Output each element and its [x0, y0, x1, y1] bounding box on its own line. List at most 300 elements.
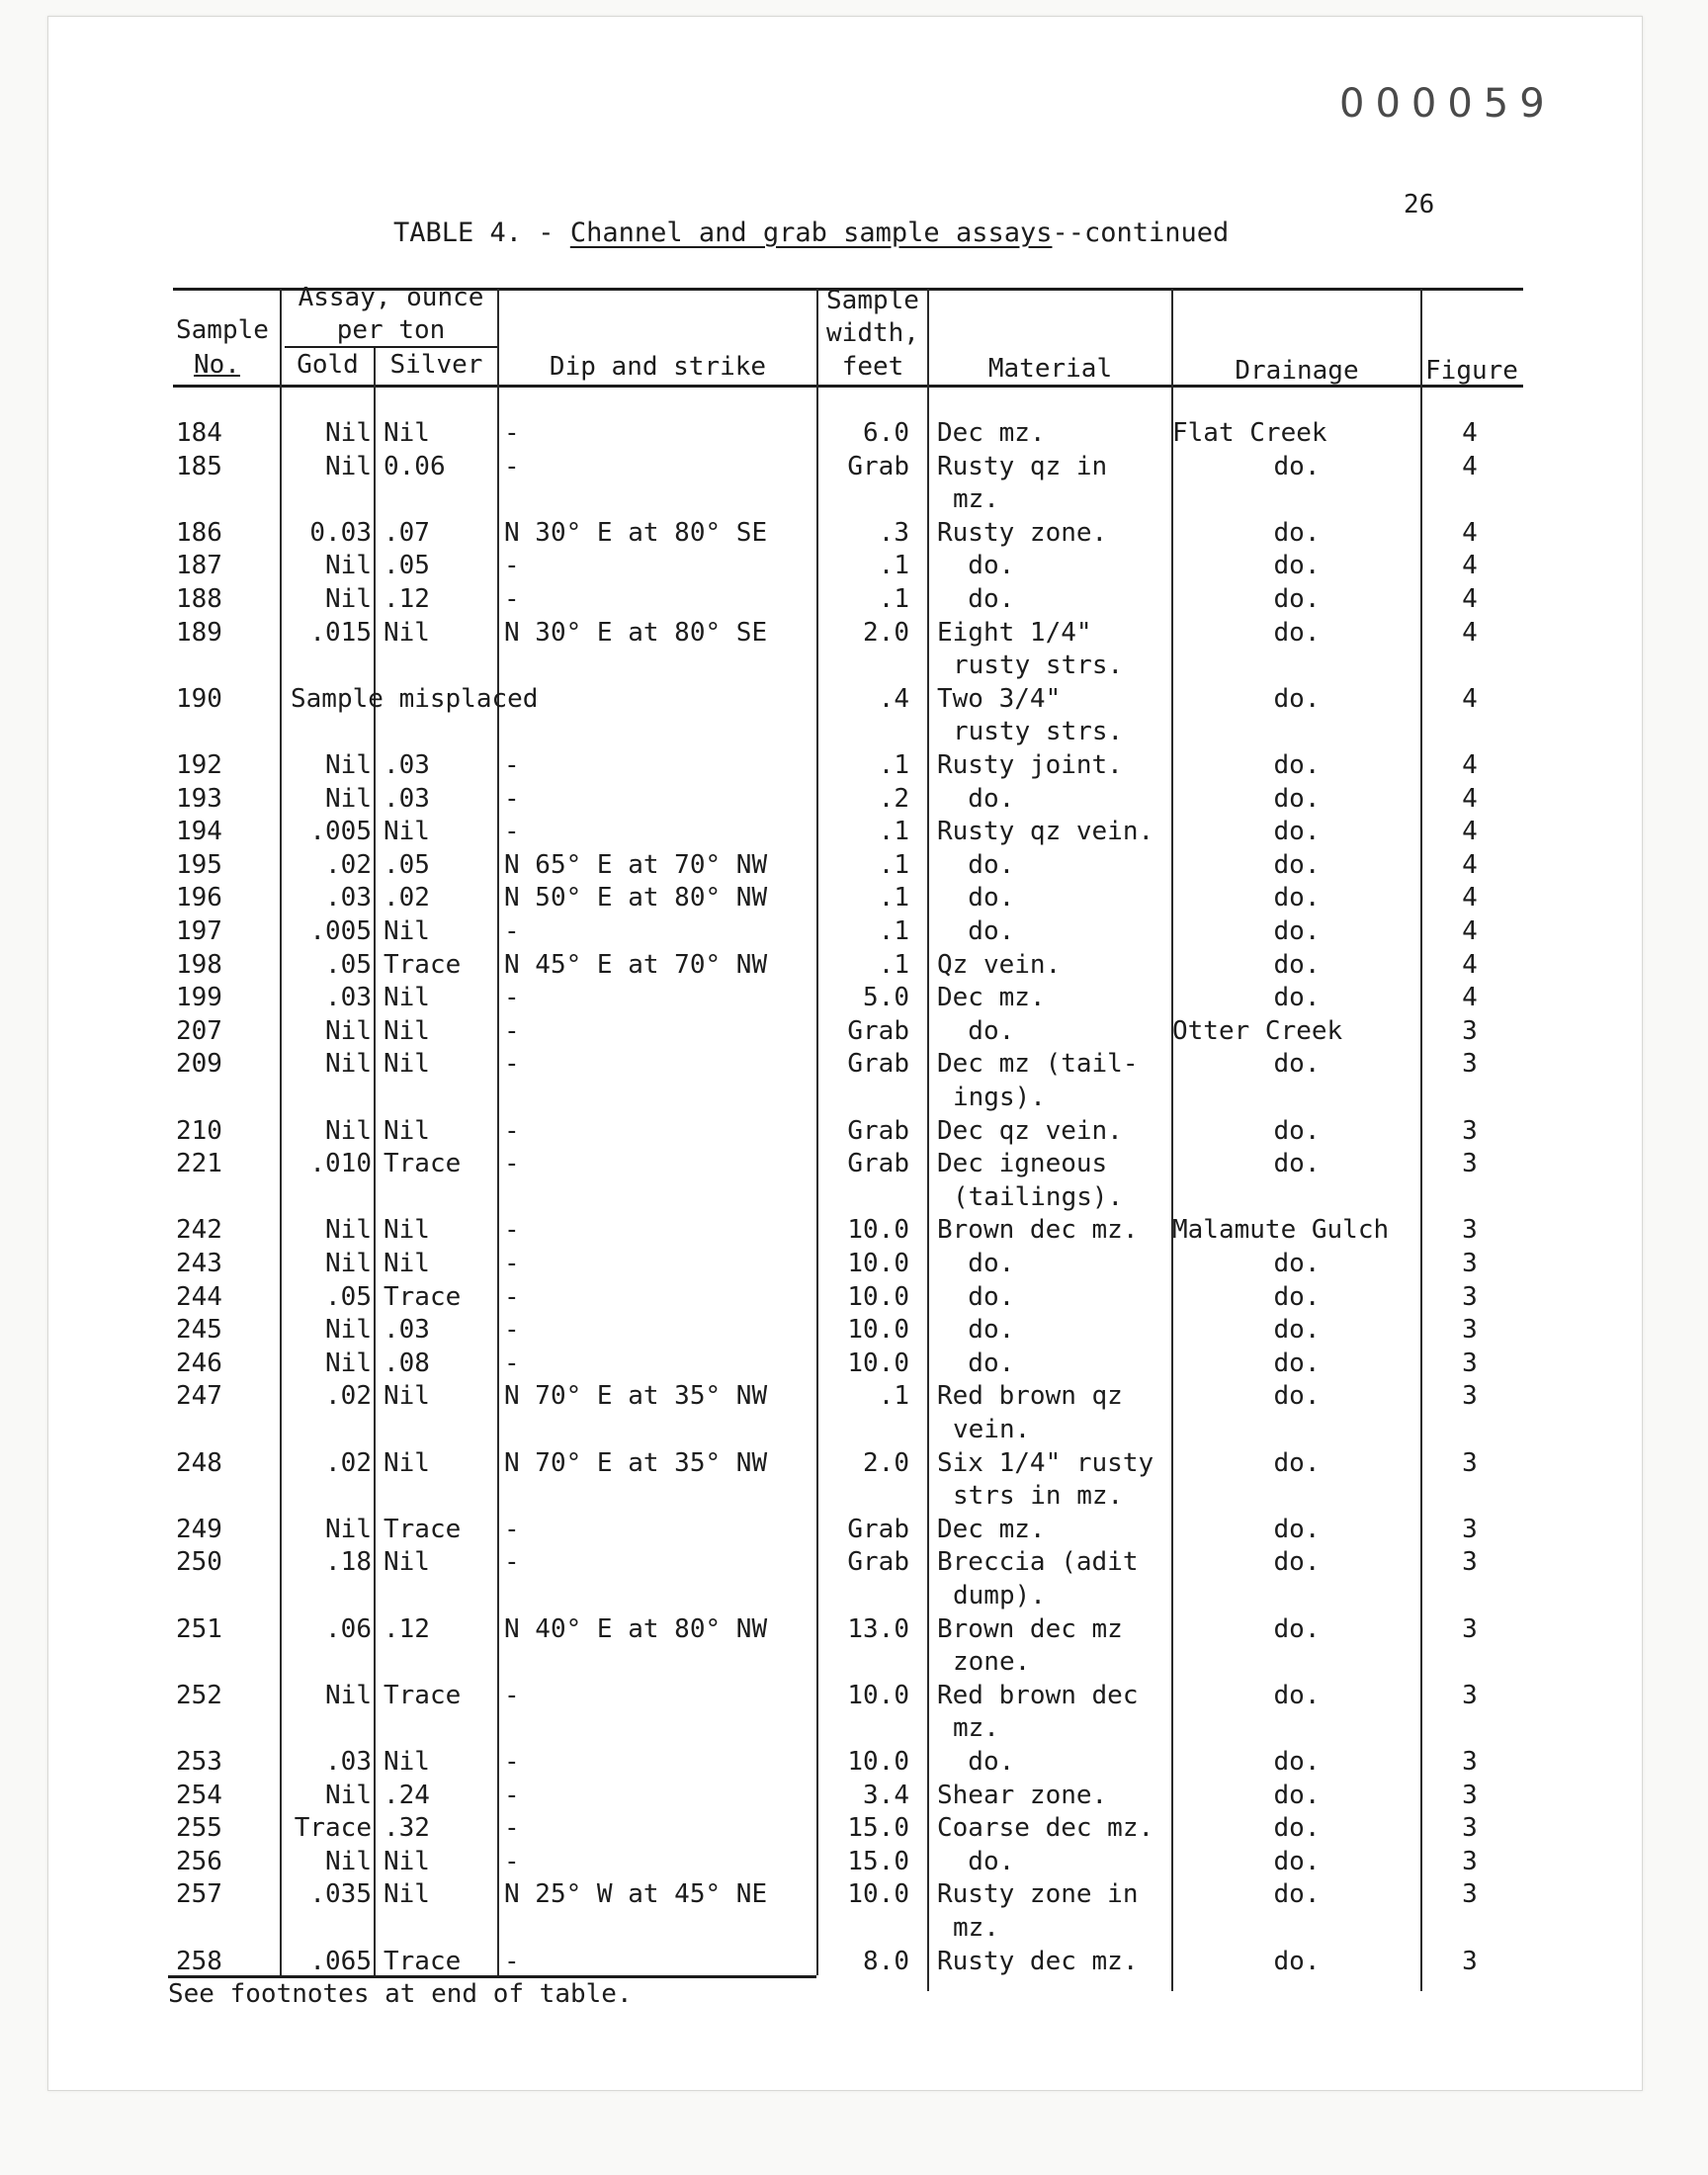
cell-material: (tailings).	[953, 1181, 1124, 1212]
cell-gold: .010	[309, 1149, 372, 1179]
cell-drainage: Malamute Gulch	[1172, 1215, 1390, 1246]
cell-material: rusty strs.	[953, 651, 1124, 681]
cell-silver: .03	[384, 750, 430, 780]
cell-figure: 3	[1462, 1281, 1478, 1312]
cell-material: do.	[937, 551, 1015, 581]
cell-width: 2.0	[863, 617, 909, 648]
cell-silver: .02	[384, 883, 430, 914]
cell-silver: Trace	[384, 1680, 462, 1710]
header-width-line1: Sample	[826, 286, 919, 315]
cell-gold: .005	[309, 916, 372, 946]
cell-dip: -	[504, 451, 520, 481]
cell-material: rusty strs.	[953, 717, 1124, 747]
cell-material: Rusty zone in	[937, 1879, 1139, 1910]
cell-gold: Nil	[325, 1780, 372, 1810]
cell-drainage: do.	[1273, 1249, 1321, 1278]
cell-material: Rusty dec mz.	[937, 1946, 1139, 1976]
cell-material: do.	[937, 883, 1015, 914]
cell-figure: 4	[1462, 916, 1478, 946]
cell-gold: .05	[325, 949, 372, 980]
footnote: See footnotes at end of table.	[168, 1979, 633, 2009]
cell-material: Rusty zone.	[937, 517, 1108, 548]
cell-figure: 4	[1462, 849, 1478, 880]
cell-dip: -	[504, 817, 520, 847]
cell-silver: Nil	[384, 1249, 430, 1278]
cell-drainage: do.	[1273, 517, 1321, 548]
cell-sample: 187	[176, 551, 222, 581]
cell-sample: 207	[176, 1015, 222, 1046]
cell-gold: Nil	[325, 1846, 372, 1876]
cell-gold: 0.03	[309, 517, 372, 548]
cell-dip: -	[504, 1015, 520, 1046]
cell-figure: 4	[1462, 949, 1478, 980]
cell-silver: Nil	[384, 983, 430, 1013]
cell-width: 10.0	[847, 1215, 909, 1246]
cell-figure: 4	[1462, 683, 1478, 714]
cell-drainage: do.	[1273, 1879, 1321, 1910]
cell-figure: 4	[1462, 617, 1478, 648]
cell-drainage: do.	[1273, 750, 1321, 780]
cell-width: 5.0	[863, 983, 909, 1013]
header-dip-and-strike: Dip and strike	[549, 352, 767, 382]
cell-figure: 3	[1462, 1049, 1478, 1080]
cell-drainage: do.	[1273, 983, 1321, 1013]
cell-drainage: do.	[1273, 1348, 1321, 1378]
cell-sample: 197	[176, 916, 222, 946]
cell-sample: 245	[176, 1315, 222, 1346]
cell-silver: Nil	[384, 1381, 430, 1412]
cell-sample: 186	[176, 517, 222, 548]
cell-figure: 3	[1462, 1747, 1478, 1777]
cell-silver: Nil	[384, 916, 430, 946]
cell-silver: Nil	[384, 1547, 430, 1578]
cell-dip: N 30° E at 80° SE	[504, 517, 768, 548]
cell-sample: 249	[176, 1514, 222, 1544]
cell-gold: Nil	[325, 1049, 372, 1080]
cell-silver: 0.06	[384, 451, 446, 481]
cell-figure: 3	[1462, 1315, 1478, 1346]
cell-material: vein.	[953, 1415, 1031, 1444]
cell-sample: 251	[176, 1613, 222, 1644]
column-divider-width	[927, 289, 929, 1991]
header-figure: Figure	[1425, 356, 1518, 386]
cell-silver: .08	[384, 1348, 430, 1378]
cell-figure: 4	[1462, 517, 1478, 548]
cell-sample: 196	[176, 883, 222, 914]
cell-gold: Nil	[325, 750, 372, 780]
cell-silver: .24	[384, 1780, 430, 1810]
cell-width: Grab	[847, 1149, 909, 1179]
cell-dip: -	[504, 983, 520, 1013]
cell-dip: N 25° W at 45° NE	[504, 1879, 768, 1910]
cell-silver: Nil	[384, 1049, 430, 1080]
cell-drainage: do.	[1273, 1813, 1321, 1844]
cell-drainage: do.	[1273, 1547, 1321, 1578]
cell-sample: 252	[176, 1680, 222, 1710]
cell-width: 10.0	[847, 1348, 909, 1378]
cell-drainage: Flat Creek	[1172, 418, 1327, 448]
cell-drainage: Otter Creek	[1172, 1015, 1343, 1046]
cell-gold: .03	[325, 883, 372, 914]
cell-material: Dec mz.	[937, 1514, 1046, 1544]
cell-sample: 248	[176, 1447, 222, 1478]
cell-sample: 243	[176, 1249, 222, 1278]
cell-material: Coarse dec mz.	[937, 1813, 1154, 1844]
header-width-line2: width,	[826, 318, 919, 348]
cell-material: Dec qz vein.	[937, 1115, 1123, 1146]
cell-dip: N 70° E at 35° NW	[504, 1381, 768, 1412]
cell-drainage: do.	[1273, 451, 1321, 481]
cell-silver: .05	[384, 551, 430, 581]
cell-drainage: do.	[1273, 683, 1321, 714]
cell-gold: .02	[325, 1447, 372, 1478]
cell-material: Two 3/4"	[937, 683, 1062, 714]
cell-silver: .12	[384, 584, 430, 614]
title-main: Channel and grab sample assays	[569, 218, 1053, 248]
cell-gold: Sample misplaced	[291, 683, 539, 714]
cell-material: ings).	[953, 1083, 1046, 1112]
cell-material: do.	[937, 1348, 1015, 1378]
cell-gold: .02	[325, 1381, 372, 1412]
cell-gold: Nil	[325, 1015, 372, 1046]
cell-material: Brown dec mz.	[937, 1215, 1139, 1246]
cell-silver: Trace	[384, 1281, 462, 1312]
cell-dip: -	[504, 1747, 520, 1777]
cell-silver: Nil	[384, 418, 430, 448]
cell-width: .1	[878, 584, 909, 614]
cell-dip: -	[504, 1780, 520, 1810]
cell-material: mz.	[953, 484, 999, 515]
cell-sample: 256	[176, 1846, 222, 1876]
cell-sample: 210	[176, 1115, 222, 1146]
cell-sample: 190	[176, 683, 222, 714]
title-suffix: --continued	[1052, 218, 1230, 248]
cell-drainage: do.	[1273, 1613, 1321, 1644]
cell-sample: 189	[176, 617, 222, 648]
header-sample-line2: No.	[194, 350, 240, 380]
cell-dip: -	[504, 1813, 520, 1844]
cell-width: Grab	[847, 451, 909, 481]
cell-sample: 198	[176, 949, 222, 980]
cell-figure: 4	[1462, 451, 1478, 481]
cell-width: 10.0	[847, 1281, 909, 1312]
cell-dip: -	[504, 1514, 520, 1544]
cell-sample: 244	[176, 1281, 222, 1312]
cell-sample: 199	[176, 983, 222, 1013]
cell-material: Dec mz.	[937, 418, 1046, 448]
cell-material: do.	[937, 1747, 1015, 1777]
cell-material: zone.	[953, 1647, 1031, 1678]
cell-dip: -	[504, 551, 520, 581]
cell-sample: 257	[176, 1879, 222, 1910]
cell-gold: Nil	[325, 1249, 372, 1278]
cell-width: .1	[878, 817, 909, 847]
cell-gold: Nil	[325, 1115, 372, 1146]
table-title	[393, 218, 1229, 248]
cell-material: mz.	[953, 1713, 999, 1744]
cell-material: do.	[937, 849, 1015, 880]
cell-sample: 188	[176, 584, 222, 614]
cell-figure: 3	[1462, 1846, 1478, 1876]
cell-material: Rusty qz vein.	[937, 817, 1154, 847]
cell-width: 2.0	[863, 1447, 909, 1478]
cell-drainage: do.	[1273, 916, 1321, 946]
cell-sample: 258	[176, 1946, 222, 1976]
cell-width: 8.0	[863, 1946, 909, 1976]
header-assay-line2: per ton	[336, 315, 446, 345]
cell-width: .1	[878, 949, 909, 980]
cell-gold: Nil	[325, 1348, 372, 1378]
cell-material: Dec igneous	[937, 1149, 1108, 1179]
cell-width: .1	[878, 551, 909, 581]
cell-drainage: do.	[1273, 1946, 1321, 1976]
cell-figure: 3	[1462, 1813, 1478, 1844]
cell-width: 10.0	[847, 1315, 909, 1346]
cell-width: .1	[878, 883, 909, 914]
cell-dip: -	[504, 783, 520, 814]
cell-figure: 3	[1462, 1780, 1478, 1810]
cell-material: Eight 1/4"	[937, 617, 1092, 648]
cell-gold: Nil	[325, 1215, 372, 1246]
cell-sample: 247	[176, 1381, 222, 1412]
cell-width: 15.0	[847, 1846, 909, 1876]
cell-width: .4	[878, 683, 909, 714]
cell-dip: -	[504, 418, 520, 448]
header-gold: Gold	[297, 350, 359, 380]
cell-sample: 209	[176, 1049, 222, 1080]
cell-drainage: do.	[1273, 1049, 1321, 1080]
header-width-line3: feet	[841, 352, 904, 382]
cell-material: do.	[937, 584, 1015, 614]
cell-figure: 3	[1462, 1613, 1478, 1644]
cell-sample: 193	[176, 783, 222, 814]
cell-gold: .03	[325, 1747, 372, 1777]
cell-drainage: do.	[1273, 1381, 1321, 1412]
cell-dip: N 65° E at 70° NW	[504, 849, 768, 880]
cell-width: 15.0	[847, 1813, 909, 1844]
cell-width: .1	[878, 849, 909, 880]
cell-gold: .005	[309, 817, 372, 847]
cell-dip: -	[504, 1315, 520, 1346]
header-silver: Silver	[389, 350, 483, 380]
cell-material: do.	[937, 916, 1015, 946]
cell-width: Grab	[847, 1514, 909, 1544]
cell-figure: 3	[1462, 1149, 1478, 1179]
cell-sample: 221	[176, 1149, 222, 1179]
cell-gold: Nil	[325, 584, 372, 614]
cell-figure: 4	[1462, 783, 1478, 814]
cell-gold: .035	[309, 1879, 372, 1910]
cell-material: dump).	[953, 1581, 1046, 1610]
cell-gold: Nil	[325, 783, 372, 814]
cell-figure: 4	[1462, 817, 1478, 847]
cell-silver: .03	[384, 1315, 430, 1346]
cell-drainage: do.	[1273, 883, 1321, 914]
cell-material: do.	[937, 1315, 1015, 1346]
cell-width: .2	[878, 783, 909, 814]
cell-width: .3	[878, 517, 909, 548]
cell-figure: 4	[1462, 983, 1478, 1013]
cell-width: Grab	[847, 1049, 909, 1080]
cell-width: 6.0	[863, 418, 909, 448]
cell-dip: -	[504, 1680, 520, 1710]
cell-gold: Trace	[294, 1813, 372, 1844]
column-divider-silver	[497, 289, 499, 1975]
cell-dip: -	[504, 1249, 520, 1278]
cell-dip: N 50° E at 80° NW	[504, 883, 768, 914]
cell-silver: Trace	[384, 1514, 462, 1544]
cell-dip: -	[504, 1049, 520, 1080]
cell-sample: 184	[176, 418, 222, 448]
cell-figure: 4	[1462, 418, 1478, 448]
cell-drainage: do.	[1273, 1447, 1321, 1478]
cell-drainage: do.	[1273, 1315, 1321, 1346]
cell-figure: 4	[1462, 750, 1478, 780]
cell-material: do.	[937, 1249, 1015, 1278]
page-code: 000059	[1339, 81, 1556, 127]
cell-material: Rusty joint.	[937, 750, 1123, 780]
header-drainage: Drainage	[1235, 356, 1359, 386]
cell-figure: 3	[1462, 1514, 1478, 1544]
cell-silver: Nil	[384, 1015, 430, 1046]
cell-silver: .07	[384, 517, 430, 548]
cell-width: Grab	[847, 1115, 909, 1146]
cell-material: do.	[937, 1281, 1015, 1312]
cell-width: 3.4	[863, 1780, 909, 1810]
cell-material: Breccia (adit	[937, 1547, 1139, 1578]
cell-drainage: do.	[1273, 551, 1321, 581]
cell-figure: 3	[1462, 1946, 1478, 1976]
cell-drainage: do.	[1273, 1514, 1321, 1544]
cell-material: Shear zone.	[937, 1780, 1108, 1810]
cell-width: .1	[878, 916, 909, 946]
column-divider-gold	[374, 348, 376, 1975]
cell-width: 13.0	[847, 1613, 909, 1644]
cell-gold: .05	[325, 1281, 372, 1312]
cell-dip: N 40° E at 80° NW	[504, 1613, 768, 1644]
cell-gold: Nil	[325, 451, 372, 481]
cell-silver: Nil	[384, 1447, 430, 1478]
cell-width: 10.0	[847, 1680, 909, 1710]
cell-figure: 3	[1462, 1547, 1478, 1578]
cell-material: do.	[937, 1846, 1015, 1876]
page-number: 26	[1404, 190, 1435, 219]
cell-dip: N 70° E at 35° NW	[504, 1447, 768, 1478]
cell-sample: 246	[176, 1348, 222, 1378]
cell-material: do.	[937, 783, 1015, 814]
cell-gold: .06	[325, 1613, 372, 1644]
cell-silver: Trace	[384, 1149, 462, 1179]
cell-silver: Nil	[384, 1115, 430, 1146]
cell-material: Rusty qz in	[937, 451, 1108, 481]
cell-gold: .18	[325, 1547, 372, 1578]
cell-drainage: do.	[1273, 1149, 1321, 1179]
cell-sample: 250	[176, 1547, 222, 1578]
cell-material: strs in mz.	[953, 1481, 1124, 1512]
cell-sample: 242	[176, 1215, 222, 1246]
cell-width: 10.0	[847, 1747, 909, 1777]
cell-figure: 4	[1462, 584, 1478, 614]
cell-material: mz.	[953, 1913, 999, 1943]
cell-dip: -	[504, 1215, 520, 1246]
cell-silver: Trace	[384, 949, 462, 980]
cell-figure: 3	[1462, 1249, 1478, 1278]
cell-figure: 3	[1462, 1115, 1478, 1146]
cell-silver: Trace	[384, 1946, 462, 1976]
cell-figure: 3	[1462, 1015, 1478, 1046]
cell-drainage: do.	[1273, 783, 1321, 814]
cell-dip: -	[504, 1348, 520, 1378]
cell-material: Dec mz (tail-	[937, 1049, 1139, 1080]
cell-silver: Nil	[384, 1879, 430, 1910]
cell-sample: 185	[176, 451, 222, 481]
cell-drainage: do.	[1273, 1680, 1321, 1710]
cell-gold: Nil	[325, 1315, 372, 1346]
cell-sample: 253	[176, 1747, 222, 1777]
cell-drainage: do.	[1273, 584, 1321, 614]
cell-dip: -	[504, 1149, 520, 1179]
cell-sample: 192	[176, 750, 222, 780]
header-material: Material	[987, 354, 1113, 384]
cell-dip: -	[504, 750, 520, 780]
cell-figure: 3	[1462, 1215, 1478, 1246]
cell-width: .1	[878, 750, 909, 780]
cell-gold: Nil	[325, 418, 372, 448]
cell-drainage: do.	[1273, 1780, 1321, 1810]
cell-material: do.	[937, 1015, 1015, 1046]
cell-width: Grab	[847, 1015, 909, 1046]
cell-figure: 3	[1462, 1447, 1478, 1478]
cell-drainage: do.	[1273, 1115, 1321, 1146]
cell-dip: -	[504, 1115, 520, 1146]
cell-dip: -	[504, 916, 520, 946]
cell-gold: .03	[325, 983, 372, 1013]
cell-silver: .03	[384, 783, 430, 814]
cell-gold: .065	[309, 1946, 372, 1976]
cell-gold: Nil	[325, 1514, 372, 1544]
cell-material: Dec mz.	[937, 983, 1046, 1013]
cell-width: 10.0	[847, 1879, 909, 1910]
cell-figure: 3	[1462, 1348, 1478, 1378]
cell-dip: N 45° E at 70° NW	[504, 949, 768, 980]
cell-figure: 3	[1462, 1381, 1478, 1412]
cell-drainage: do.	[1273, 617, 1321, 648]
header-assay-line1: Assay, ounce	[298, 283, 484, 312]
cell-material: Red brown dec	[937, 1680, 1139, 1710]
cell-drainage: do.	[1273, 817, 1321, 847]
cell-width: Grab	[847, 1547, 909, 1578]
cell-dip: -	[504, 1846, 520, 1876]
cell-silver: .32	[384, 1813, 430, 1844]
cell-sample: 254	[176, 1780, 222, 1810]
cell-dip: -	[504, 1281, 520, 1312]
cell-material: Brown dec mz	[937, 1613, 1123, 1644]
cell-dip: -	[504, 1547, 520, 1578]
cell-drainage: do.	[1273, 1281, 1321, 1312]
cell-material: Red brown qz	[937, 1381, 1123, 1412]
cell-figure: 4	[1462, 883, 1478, 914]
cell-drainage: do.	[1273, 1846, 1321, 1876]
cell-silver: .12	[384, 1613, 430, 1644]
cell-drainage: do.	[1273, 949, 1321, 980]
cell-figure: 4	[1462, 551, 1478, 581]
title-prefix: TABLE 4. -	[393, 218, 570, 248]
cell-silver: Nil	[384, 1215, 430, 1246]
cell-gold: Nil	[325, 551, 372, 581]
cell-sample: 195	[176, 849, 222, 880]
cell-silver: Nil	[384, 1747, 430, 1777]
cell-drainage: do.	[1273, 849, 1321, 880]
